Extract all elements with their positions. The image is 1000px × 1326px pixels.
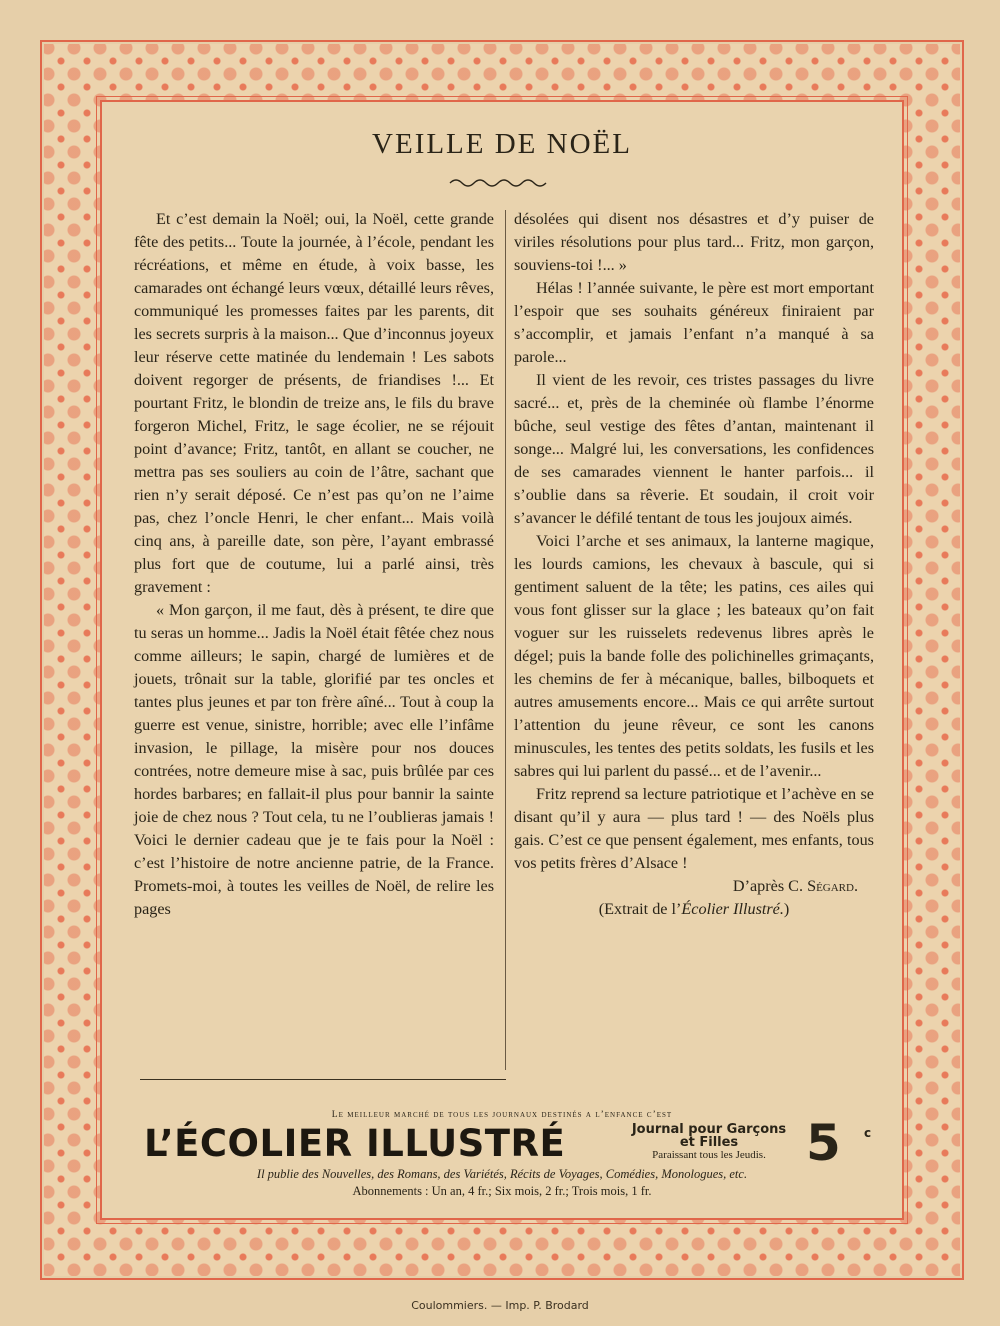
paragraph: Et c’est demain la Noël; oui, la Noël, cette grande fête des petits... Toute la journée, à l’école, pendant les récréations, et même en étude, à voix basse, les camarades ont échangé leurs vœux, détaillé leurs rêves, communiqué les promesses faites par les parents, dit les secrets surpris à la maison... Que d’inconnus joyeux leur réserve cette matinée du lendemain ! Les sabots doivent regorger de présents, de friandises !... Et pourtant Fritz, le blondin de treize ans, le fils du brave forgeron Michel, Fritz, le sage écolier, ne se réjouit point d’avance; Fritz, tantôt, en allant se coucher, ne mettra pas ses souliers au coin de l’âtre, sachant que rien n’y serait déposé. Ce n’est pas qu’on ne l’aime pas, chez l’oncle Henri, le cher enfant... Mais voilà cinq ans, à pareille date, son père, l’ayant embrassé plus fort que de coutume, lui a parlé ainsi, très gravement : <box>134 210 494 596</box>
ad-sub-line1: Journal pour Garçons <box>631 1122 787 1137</box>
flourish-ornament <box>448 176 552 190</box>
ad-sub-line2: et Filles <box>679 1135 739 1150</box>
source-prefix: (Extrait de l’ <box>598 900 682 918</box>
right-column <box>514 208 874 921</box>
paragraph: désolées qui disent nos désastres et d’y puiser de viriles résolutions pour plus tard... Fritz, mon garçon, souviens-toi !... » <box>514 210 874 274</box>
source-title: Écolier Illustré. <box>681 900 784 918</box>
source-suffix: ) <box>783 900 790 918</box>
left-column <box>134 208 494 921</box>
signature <box>514 875 874 898</box>
ad-tagline: Le meilleur marché de tous les journaux destinés a l’enfance c’est <box>331 1110 673 1120</box>
printer-footer: Coulommiers. — Imp. P. Brodard <box>411 1299 589 1312</box>
signature-name: Ségard. <box>807 877 858 895</box>
ad-sub-line3: Paraissant tous les Jeudis. <box>652 1149 766 1161</box>
paragraph: Voici l’arche et ses animaux, la lanterne magique, les lourds camions, les chevaux à bascule, qui si gentiment saluent de la tête; les patins, ces ailes qui vous font glisser sur la glace ; les bateaux qu’on fait voguer sur les ruisselets redevenus libres après le dégel; puis la bande folle des polichinelles grimaçants, les chemins de fer à mécanique, balles, bilboquets et autres amusements encore... Mais ce qui arrête surtout l’attention du jeune rêveur, ce sont les canons minuscules, les tentes des petits soldats, les fusils et les sabres qui lui parlent du passé... et de l’avenir... <box>514 532 874 780</box>
ad-subscriptions: Abonnements : Un an, 4 fr.; Six mois, 2 fr.; Trois mois, 1 fr. <box>352 1184 652 1198</box>
ad-price-unit: c <box>864 1126 872 1140</box>
page-title: VEILLE DE NOËL <box>372 128 632 160</box>
ad-journal-name: L’ÉCOLIER ILLUSTRÉ <box>144 1122 566 1165</box>
paragraph: Fritz reprend sa lecture patriotique et l’achève en se disant qu’il y aura — plus tard ! — des Noëls plus gais. C’est ce que pensent également, mes enfants, tous vos petits frères d’Alsace ! <box>514 785 874 872</box>
ad-price: 5 <box>806 1114 841 1172</box>
column-end-rule <box>140 1079 506 1080</box>
signature-prefix: D’après C. <box>732 877 808 895</box>
ad-subtitle <box>614 1123 804 1162</box>
ad-description: Il publie des Nouvelles, des Romans, des Variétés, Récits de Voyages, Comédies, Monologues, etc. <box>256 1167 748 1181</box>
column-divider <box>505 210 506 1070</box>
paragraph: Hélas ! l’année suivante, le père est mort emportant l’espoir que ses souhaits généreux finiraient par s’accomplir, et jamais l’enfant n’a manqué à sa parole... <box>514 279 874 366</box>
source-note <box>514 898 874 921</box>
paragraph: Il vient de les revoir, ces tristes passages du livre sacré... et, près de la cheminée où flambe l’énorme bûche, seul vestige des fêtes d’antan, maintenant il songe... Malgré lui, les conversations, les confidences de ses camarades viennent le hanter parfois... il s’oublie dans sa rêverie. Et soudain, il croit voir s’avancer le défilé tentant de tous les joujoux aimés. <box>514 371 874 527</box>
paragraph: « Mon garçon, il me faut, dès à présent, te dire que tu seras un homme... Jadis la Noël était fêtée chez nous comme ailleurs; le sapin, chargé de lumières et de jouets, trônait sur la table, glorifié par tes oncles et tantes plus jeunes et par ton frère aîné... Tout à coup la guerre est venue, sinistre, horrible; avec elle l’infâme invasion, le pillage, la misère pour nos douces contrées, notre demeure mise à sac, puis brûlée par ces hordes barbares; en fallait-il plus pour bannir la sainte joie de chez nous ? Tout cela, tu ne l’oublieras jamais ! Voici le dernier cadeau que je te fais pour la Noël : c’est l’histoire de notre ancienne patrie, de la France. Promets-moi, à toutes les veilles de Noël, de relire les pages <box>134 601 494 918</box>
